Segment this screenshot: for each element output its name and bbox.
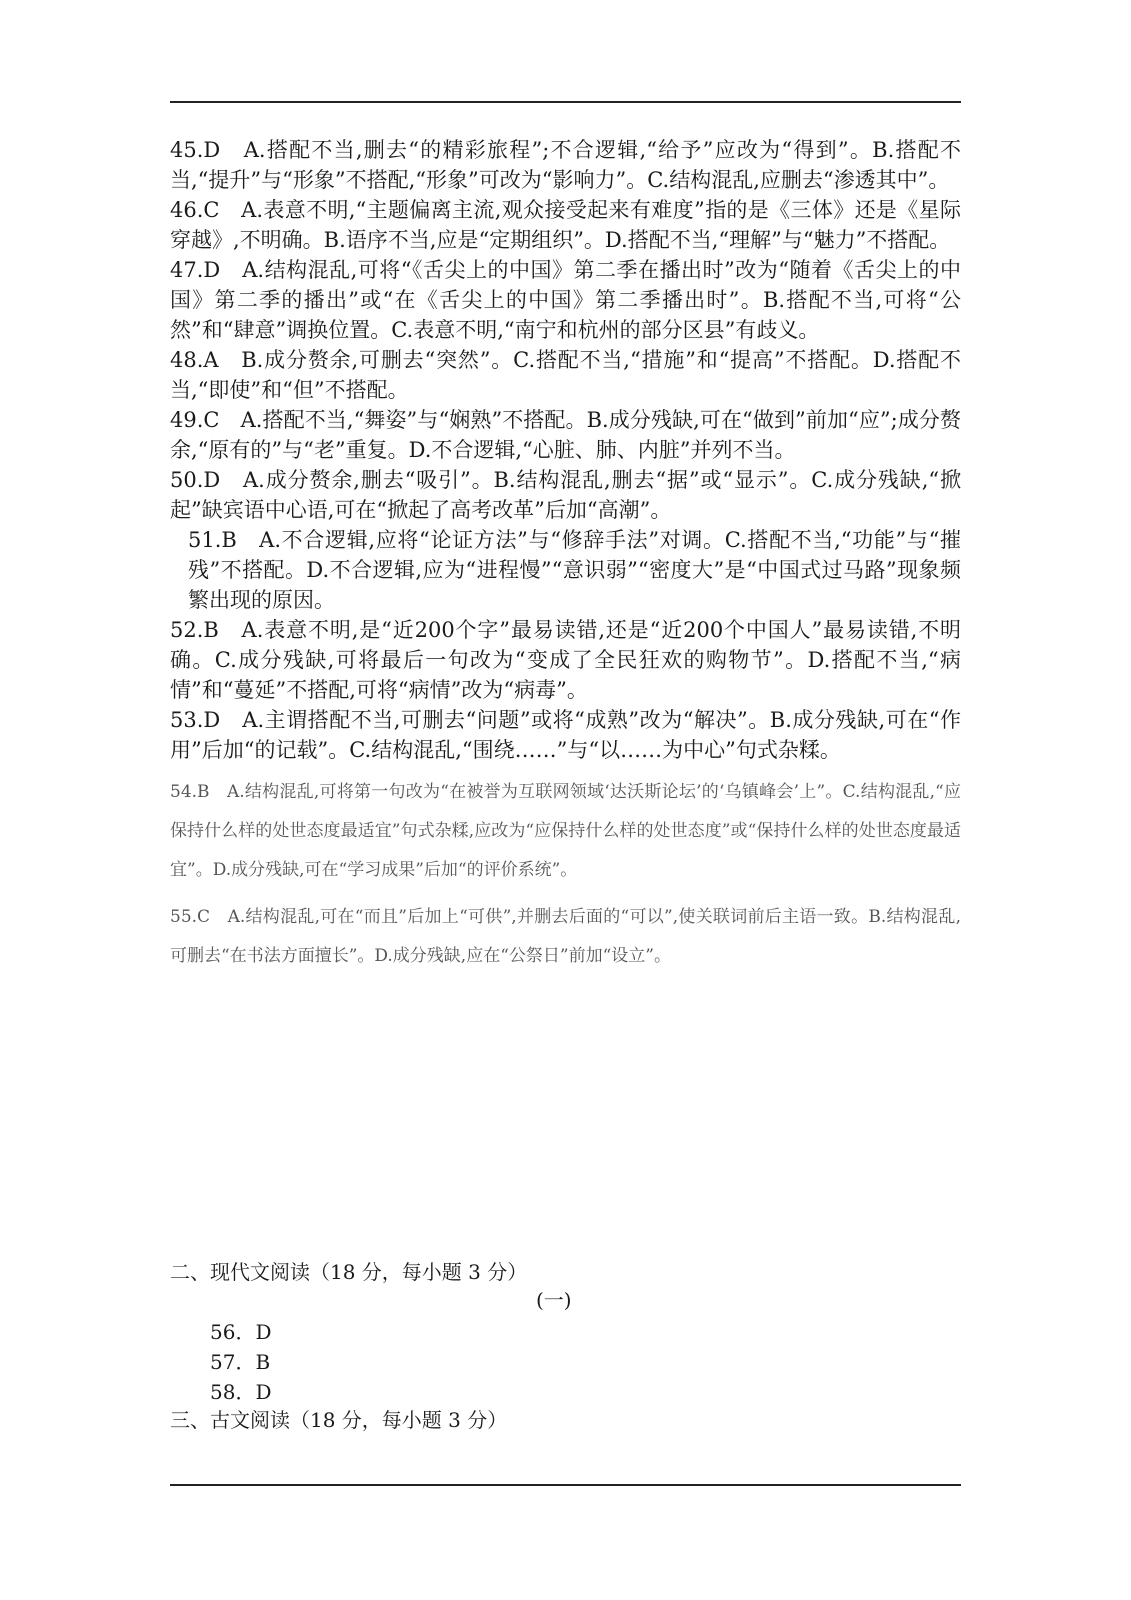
answer-entry-53: 53.D A.主谓搭配不当,可删去“问题”或将“成熟”改为“解决”。B.成分残缺,可在“作用”后加“的记载”。C.结构混乱,“围绕……”与“以……为中心”句式杂糅。 <box>170 708 961 762</box>
section-subtitle: (一) <box>536 1288 572 1312</box>
answer-entry-54: 54.B A.结构混乱,可将第一句改为“在被誉为互联网领域‘达沃斯论坛’的‘乌镇峰会’上”。C.结构混乱,“应保持什么样的处世态度最适宜”句式杂糅,应改为“应保持什么样的处世态度”或“保持什么样的处世态度最适宜”。D.成分残缺,可在“学习成果”后加“的评价系统”。 <box>170 782 961 880</box>
answer-entry-47: 47.D A.结构混乱,可将“《舌尖上的中国》第二季在播出时”改为“随着《舌尖上的中国》第二季的播出”或“在《舌尖上的中国》第二季播出时”。B.搭配不当,可将“公然”和“肆意”调换位置。C.表意不明,“南宁和杭州的部分区县”有歧义。 <box>170 258 961 342</box>
answer-58: 58．D <box>210 1380 272 1404</box>
header-rule <box>170 101 961 103</box>
answer-entry-52: 52.B A.表意不明,是“近200个字”最易读错,还是“近200个中国人”最易读错,不明确。C.成分残缺,可将最后一句改为“变成了全民狂欢的购物节”。D.搭配不当,“病情”和“蔓延”不搭配,可将“病情”改为“病毒”。 <box>170 618 961 702</box>
answer-entry-51: 51.B A.不合逻辑,应将“论证方法”与“修辞手法”对调。C.搭配不当,“功能”与“摧残”不搭配。D.不合逻辑,应为“进程慢”“意识弱”“密度大”是“中国式过马路”现象频繁出现的原因。 <box>188 528 961 612</box>
section-title-classical-reading: 三、古文阅读（18 分，每小题 3 分） <box>170 1408 508 1432</box>
answer-entry-46: 46.C A.表意不明,“主题偏离主流,观众接受起来有难度”指的是《三体》还是《星际穿越》,不明确。B.语序不当,应是“定期组织”。D.搭配不当,“理解”与“魅力”不搭配。 <box>170 198 961 252</box>
answer-explanations <box>170 135 961 976</box>
answer-entry-55: 55.C A.结构混乱,可在“而且”后加上“可供”,并删去后面的“可以”,使关联词前后主语一致。B.结构混乱,可删去“在书法方面擅长”。D.成分残缺,应在“公祭日”前加“设立”。 <box>170 907 961 966</box>
answer-entry-45: 45.D A.搭配不当,删去“的精彩旅程”;不合逻辑,“给予”应改为“得到”。B.搭配不当,“提升”与“形象”不搭配,“形象”可改为“影响力”。C.结构混乱,应删去“渗透其中”。 <box>170 138 961 192</box>
answer-56: 56．D <box>210 1320 272 1344</box>
answer-entry-49: 49.C A.搭配不当,“舞姿”与“娴熟”不搭配。B.成分残缺,可在“做到”前加“应”;成分赘余,“原有的”与“老”重复。D.不合逻辑,“心脏、肺、内脏”并列不当。 <box>170 408 961 462</box>
answer-entry-50: 50.D A.成分赘余,删去“吸引”。B.结构混乱,删去“据”或“显示”。C.成分残缺,“掀起”缺宾语中心语,可在“掀起了高考改革”后加“高潮”。 <box>170 468 961 522</box>
section-title-modern-reading: 二、现代文阅读（18 分，每小题 3 分） <box>170 1260 528 1284</box>
answer-57: 57．B <box>210 1350 271 1374</box>
answer-entry-48: 48.A B.成分赘余,可删去“突然”。C.搭配不当,“措施”和“提高”不搭配。D.搭配不当,“即使”和“但”不搭配。 <box>170 348 961 402</box>
footer-rule <box>170 1484 961 1486</box>
